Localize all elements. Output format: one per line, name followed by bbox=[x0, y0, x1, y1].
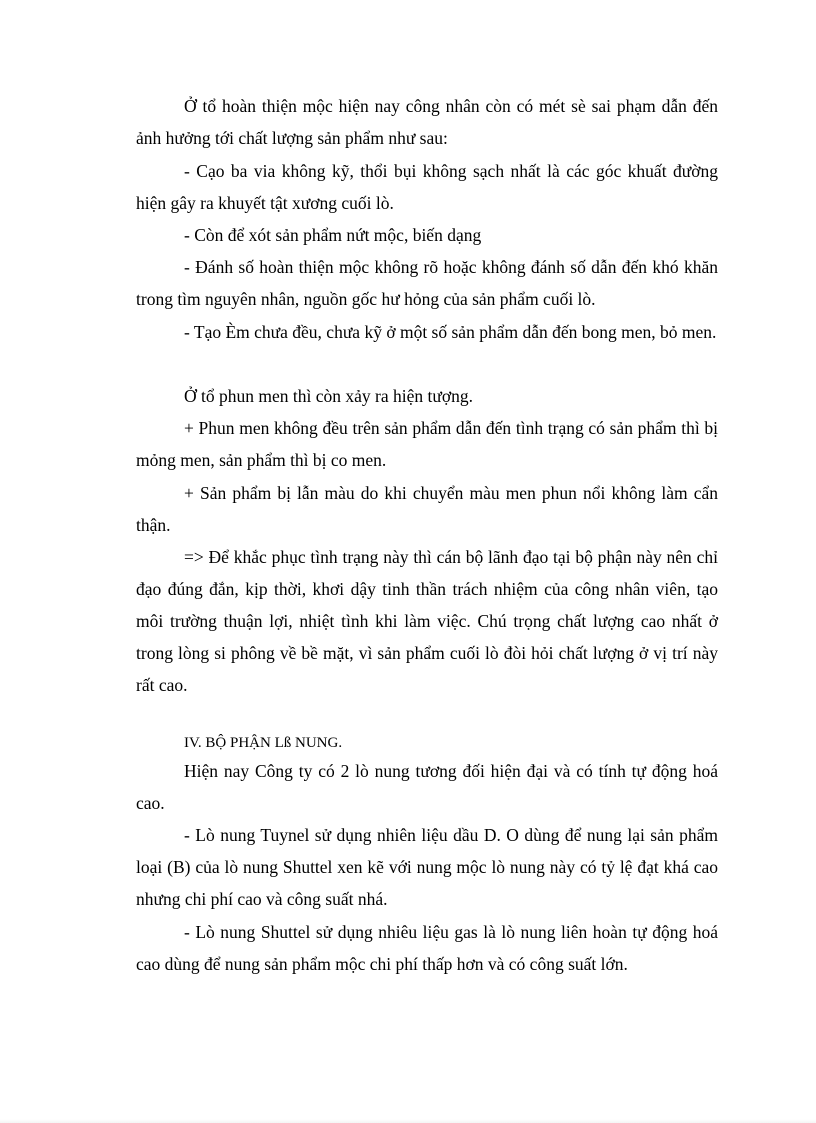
paragraph-item-4: - Tạo Èm chưa đều, chưa kỹ ở một số sản phẩm dẫn đến bong men, bỏ men. bbox=[184, 322, 717, 342]
page-bottom-edge bbox=[0, 1119, 816, 1123]
paragraph-remedy: => Để khắc phục tình trạng này thì cán bộ lãnh đạo tại bộ phận này nên chỉ đạo đúng đắn, kịp thời, khơi dậy tinh thần trách nhiệm của công nhân viên, tạo môi trường thuận lợi, nhiệt tình khi làm việc. Chú trọng chất lượng cao nhất ở trong lòng si phông về bề mặt, vì sản phẩm cuối lò đòi hỏi chất lượng ở vị trí này rất cao. bbox=[136, 547, 718, 695]
paragraph-item-3: - Đánh số hoàn thiện mộc không rõ hoặc không đánh số dẫn đến khó khăn trong tìm nguyên nhân, nguồn gốc hư hỏng của sản phẩm cuối lò. bbox=[136, 257, 718, 309]
paragraph-intro: Ở tổ hoàn thiện mộc hiện nay công nhân còn có mét sè sai phạm dẫn đến ảnh hưởng tới chất lượng sản phẩm như sau: bbox=[136, 96, 718, 148]
paragraph-kiln-shuttel: - Lò nung Shuttel sử dụng nhiêu liệu gas là lò nung liên hoàn tự động hoá cao dùng để nung sản phẩm mộc chi phí thấp hơn và có công suất lớn. bbox=[136, 922, 718, 974]
paragraph-kiln-tuynel: - Lò nung Tuynel sử dụng nhiên liệu dầu D. O dùng để nung lại sản phẩm loại (B) của lò nung Shuttel xen kẽ với nung mộc lò nung này có tỷ lệ đạt khá cao nhưng chi phí cao và công suất nhá. bbox=[136, 825, 718, 909]
paragraph-glaze-2: + Sản phẩm bị lẫn màu do khi chuyển màu men phun nổi không làm cẩn thận. bbox=[136, 483, 718, 535]
paragraph-kiln-intro: Hiện nay Công ty có 2 lò nung tương đối hiện đại và có tính tự động hoá cao. bbox=[136, 761, 718, 813]
paragraph-glaze-intro: Ở tổ phun men thì còn xảy ra hiện tượng. bbox=[184, 386, 473, 406]
paragraph-glaze-1: + Phun men không đều trên sản phẩm dẫn đến tình trạng có sản phẩm thì bị mỏng men, sản phẩm thì bị co men. bbox=[136, 418, 718, 470]
paragraph-item-1: - Cạo ba via không kỹ, thổi bụi không sạch nhất là các góc khuất đường hiện gây ra khuyết tật xương cuối lò. bbox=[136, 161, 718, 213]
paragraph-item-2: - Còn để xót sản phẩm nứt mộc, biến dạng bbox=[184, 225, 482, 245]
section-heading: IV. BỘ PHẬN Lß NUNG. bbox=[184, 735, 343, 751]
